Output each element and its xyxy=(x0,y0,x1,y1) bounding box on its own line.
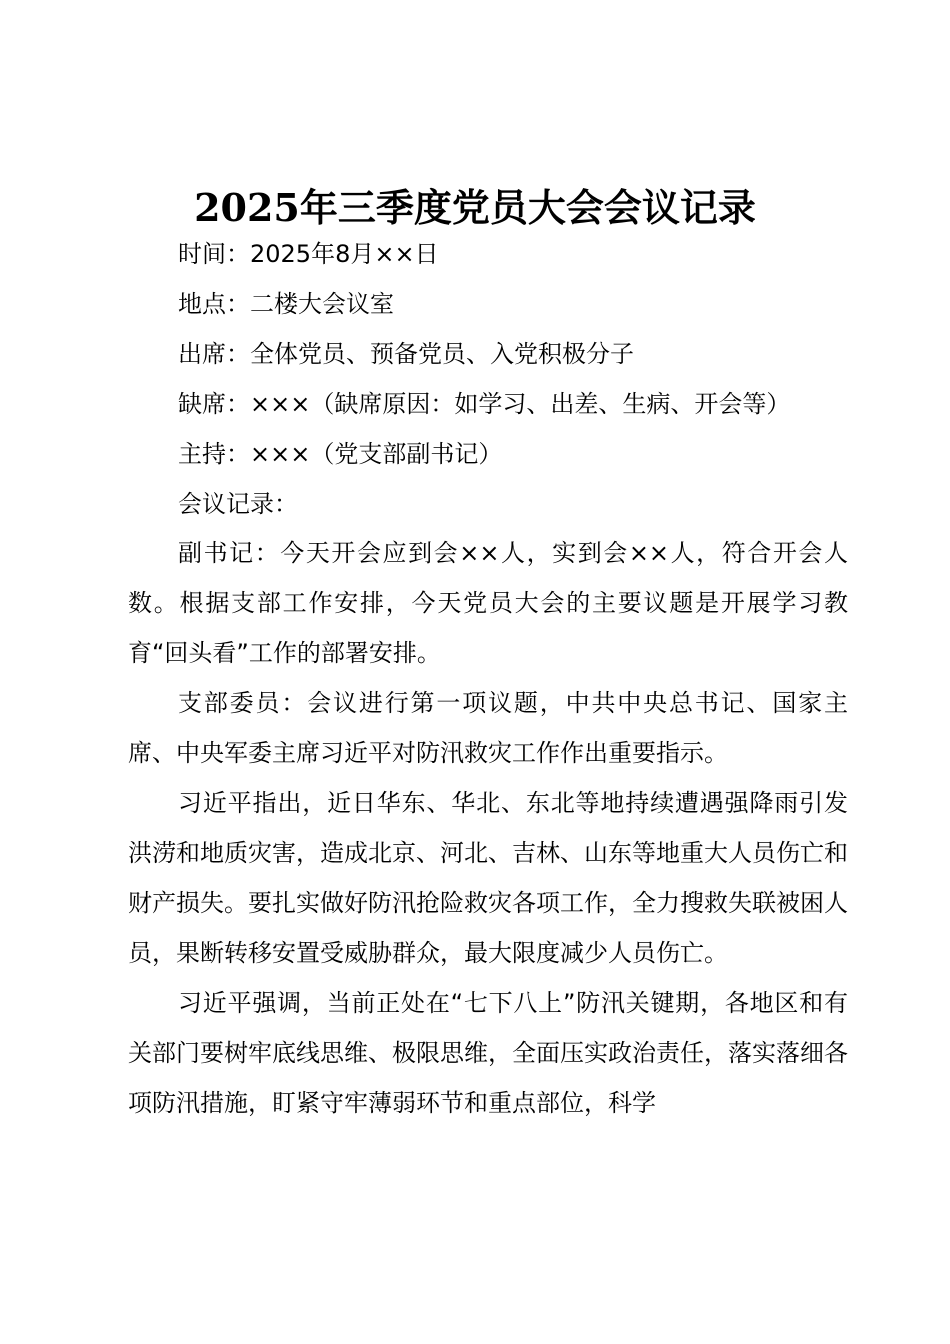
minutes-paragraph: 副书记：今天开会应到会××人，实到会××人，符合开会人数。根据支部工作安排，今天党员大会的主要议题是开展学习教育“回头看”工作的部署安排。 xyxy=(128,539,848,667)
meeting-time: 时间：2025年8月××日 xyxy=(178,240,439,268)
meeting-absent: 缺席：×××（缺席原因：如学习、出差、生病、开会等） xyxy=(178,390,791,418)
meeting-attendees: 出席：全体党员、预备党员、入党积极分子 xyxy=(178,340,634,368)
minutes-paragraph: 习近平指出，近日华东、华北、东北等地持续遭遇强降雨引发洪涝和地质灾害，造成北京、河北、吉林、山东等地重大人员伤亡和财产损失。要扎实做好防汛抢险救灾各项工作，全力搜救失联被困人员，果断转移安置受威胁群众，最大限度减少人员伤亡。 xyxy=(128,789,848,967)
meeting-place: 地点：二楼大会议室 xyxy=(178,290,394,318)
minutes-label: 会议记录： xyxy=(178,490,298,518)
meeting-host: 主持：×××（党支部副书记） xyxy=(178,440,503,468)
document-title: 2025年三季度党员大会会议记录 xyxy=(194,185,756,230)
minutes-body xyxy=(128,528,848,1128)
minutes-paragraph: 支部委员：会议进行第一项议题，中共中央总书记、国家主席、中央军委主席习近平对防汛救灾工作作出重要指示。 xyxy=(128,689,848,767)
minutes-paragraph: 习近平强调，当前正处在“七下八上”防汛关键期，各地区和有关部门要树牢底线思维、极限思维，全面压实政治责任，落实落细各项防汛措施，盯紧守牢薄弱环节和重点部位，科学 xyxy=(128,989,848,1117)
